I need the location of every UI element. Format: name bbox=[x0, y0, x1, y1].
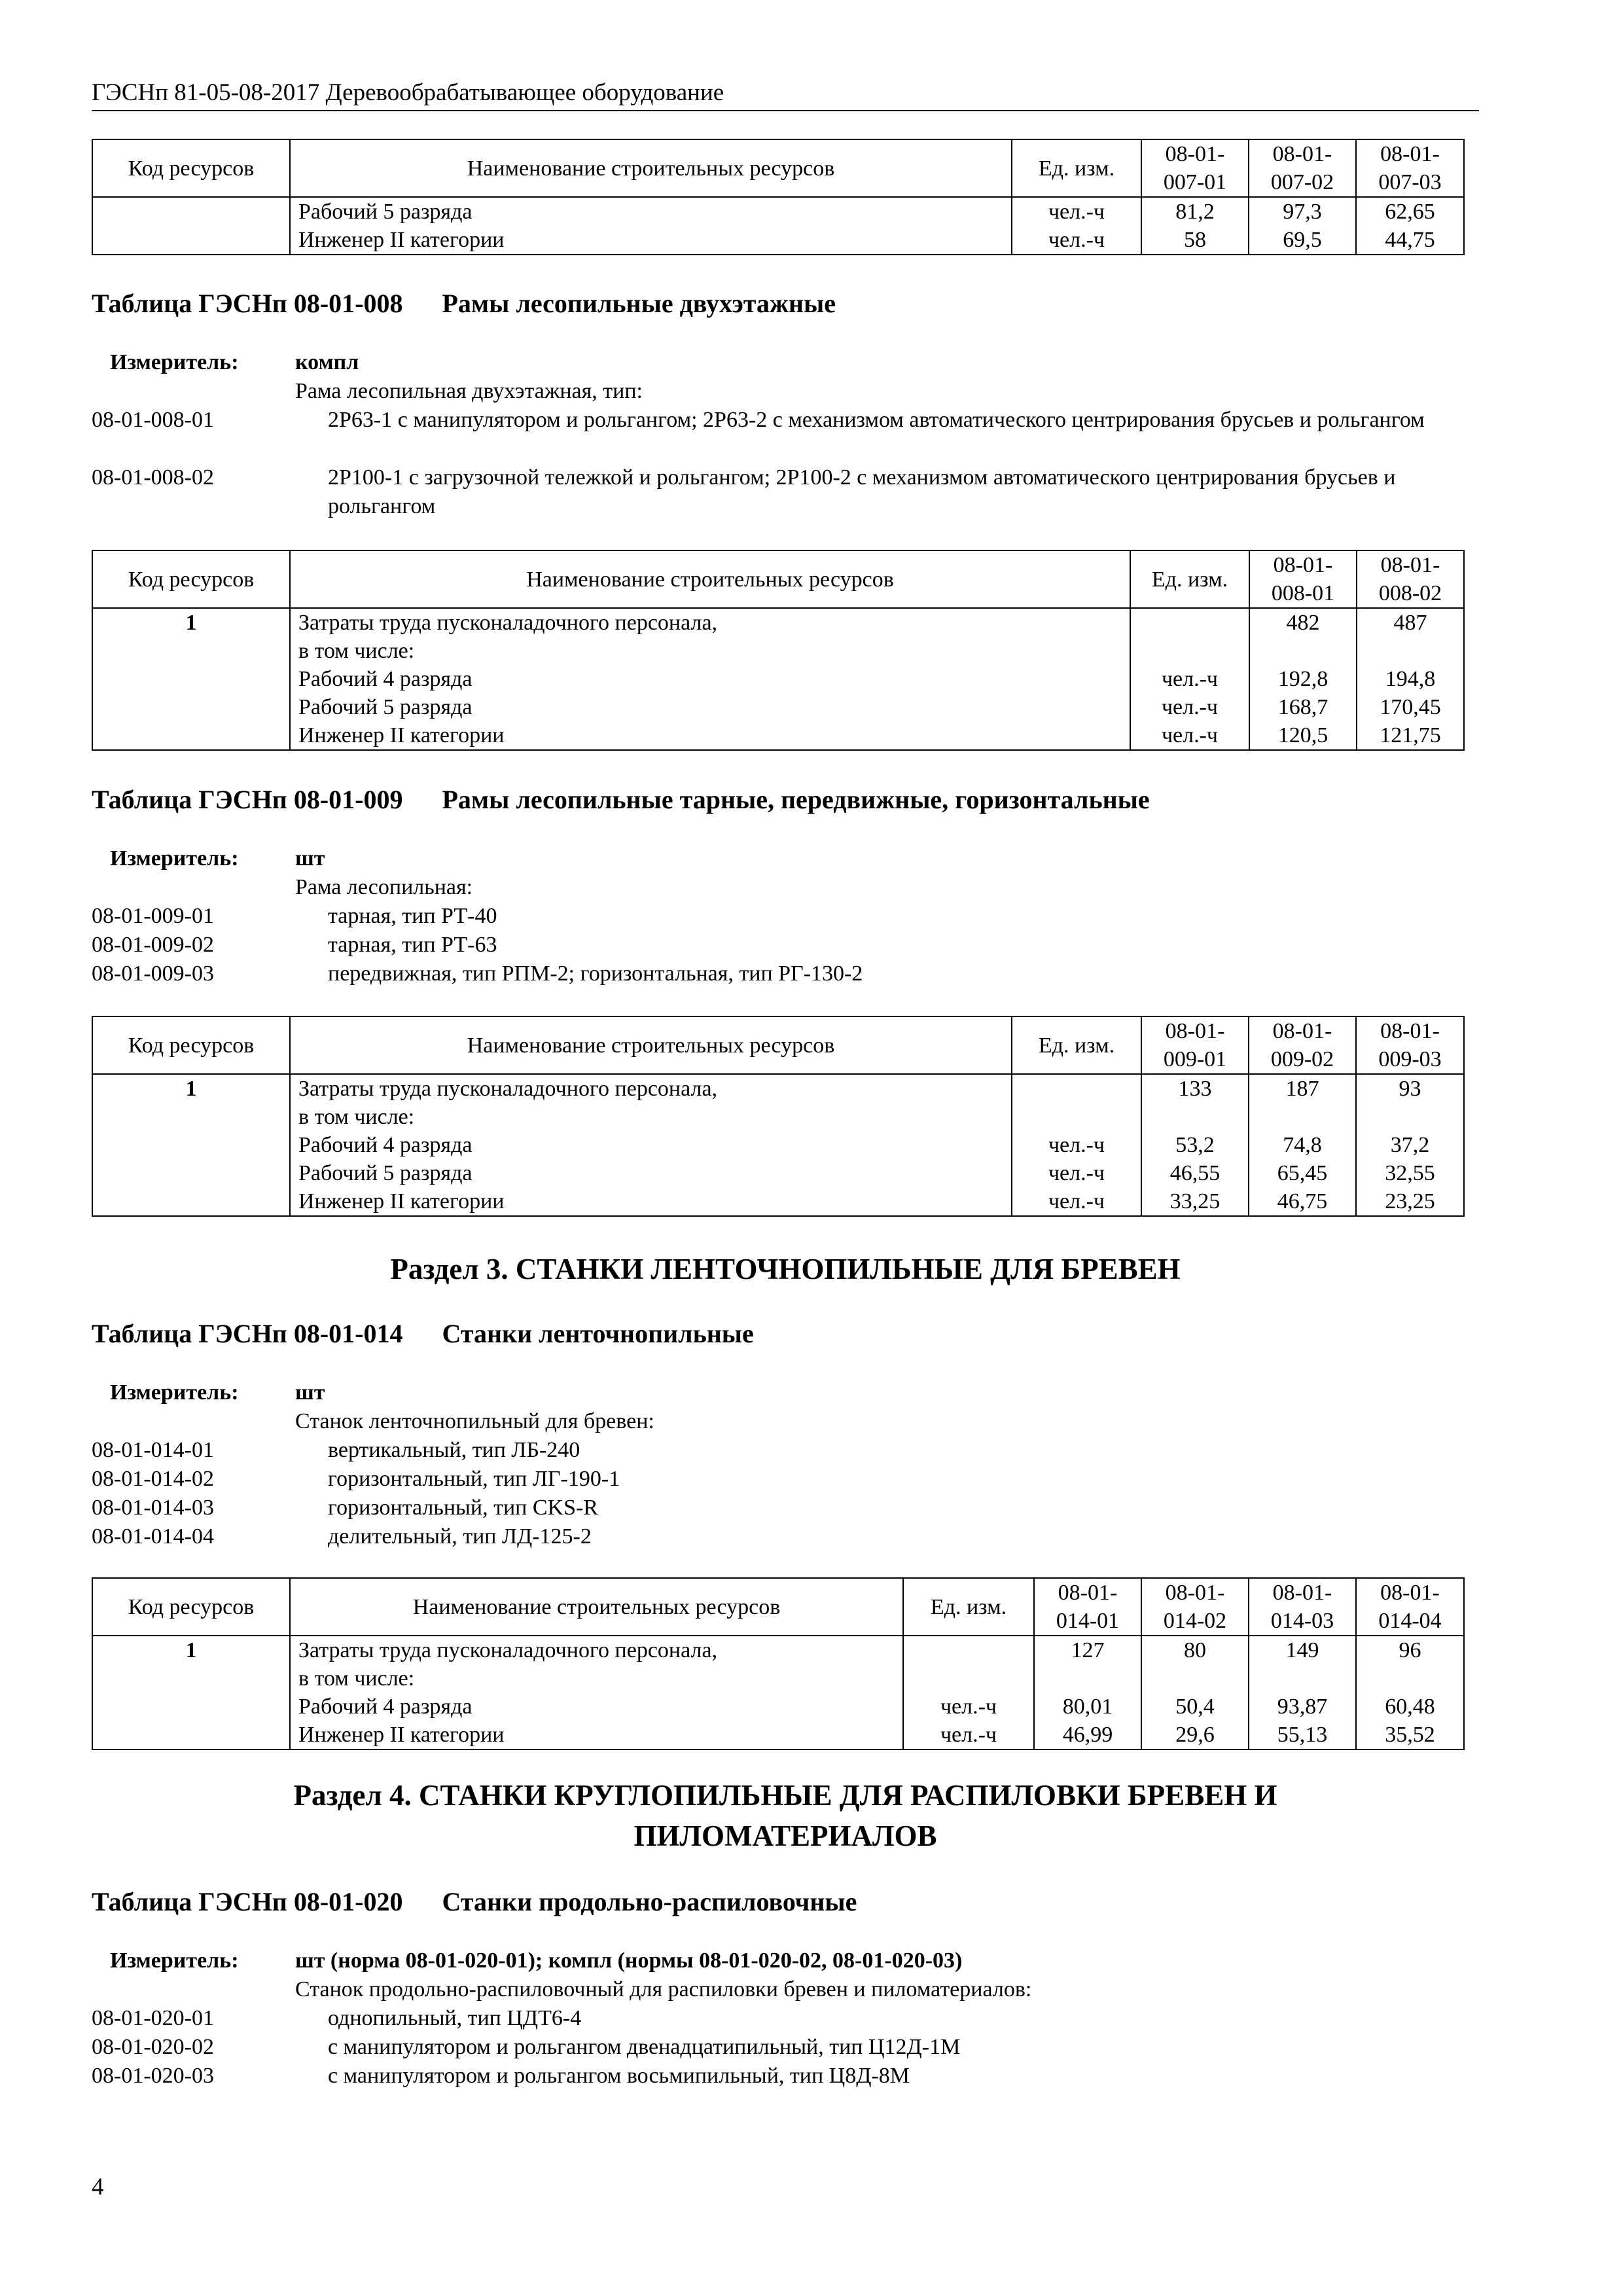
norm-value-cell: 81,2 bbox=[1141, 197, 1249, 226]
text-line: 014-04 bbox=[1378, 1609, 1442, 1633]
table-title-08-01-009 bbox=[92, 783, 1150, 817]
unit-cell bbox=[903, 1664, 1034, 1693]
unit-cell: чел.-ч bbox=[1130, 693, 1249, 721]
resource-code-cell bbox=[92, 1693, 290, 1721]
unit-cell: чел.-ч bbox=[1130, 721, 1249, 750]
table-row bbox=[92, 693, 1464, 721]
table-row bbox=[92, 721, 1464, 750]
norm-description: передвижная, тип РПМ-2; горизонтальная, тип РГ-130-2 bbox=[328, 961, 863, 986]
unit-cell: чел.-ч bbox=[1012, 1131, 1141, 1159]
table-row bbox=[92, 197, 1464, 226]
text-line: 007-01 bbox=[1163, 170, 1227, 194]
text-line: 08-01- bbox=[1272, 1581, 1332, 1605]
table-row bbox=[92, 1693, 1464, 1721]
table-title-08-01-008 bbox=[92, 287, 836, 321]
norm-value-cell: 127 bbox=[1034, 1636, 1141, 1664]
norm-value-cell: 32,55 bbox=[1356, 1159, 1464, 1187]
running-header: ГЭСНп 81-05-08-2017 Деревообрабатывающее оборудование bbox=[92, 77, 1479, 111]
unit-cell bbox=[1012, 1074, 1141, 1103]
norm-value-cell: 46,75 bbox=[1249, 1187, 1356, 1216]
col-header-norm bbox=[1249, 550, 1357, 608]
text-line: Таблица ГЭСНп 08-01-014 bbox=[92, 1319, 403, 1348]
norm-code: 08-01-014-01 bbox=[92, 1438, 214, 1462]
resource-code-cell bbox=[92, 693, 290, 721]
measure-block-08-01-020 bbox=[92, 1946, 1479, 2090]
col-header-norm bbox=[1141, 1578, 1249, 1636]
norm-value-cell: 93,87 bbox=[1249, 1693, 1356, 1721]
section-title-3: Раздел 3. СТАНКИ ЛЕНТОЧНОПИЛЬНЫЕ ДЛЯ БРЕВЕН bbox=[390, 1253, 1181, 1285]
text-line: 08-01- bbox=[1380, 142, 1440, 166]
norm-value-cell: 37,2 bbox=[1356, 1131, 1464, 1159]
measure-intro: Станок продольно-распиловочный для распиловки бревен и пиломатериалов: bbox=[295, 1977, 1032, 2001]
table-08-01-007-continuation bbox=[92, 139, 1465, 255]
text-line: 014-01 bbox=[1056, 1609, 1120, 1633]
table-08-01-008 bbox=[92, 550, 1465, 751]
norm-value-cell: 58 bbox=[1141, 226, 1249, 255]
text-line: Таблица ГЭСНп 08-01-008 bbox=[92, 289, 403, 318]
table-row bbox=[92, 1131, 1464, 1159]
table-08-01-014 bbox=[92, 1577, 1465, 1750]
norm-description: тарная, тип РТ-40 bbox=[328, 904, 497, 928]
resource-name-cell: Инженер II категории bbox=[290, 226, 1012, 255]
text-line: Станки продольно-распиловочные bbox=[442, 1887, 857, 1916]
unit-cell: чел.-ч bbox=[1012, 197, 1141, 226]
col-header-code: Код ресурсов bbox=[92, 139, 290, 197]
unit-cell: чел.-ч bbox=[903, 1721, 1034, 1749]
norm-value-cell: 53,2 bbox=[1141, 1131, 1249, 1159]
resource-name-cell: Рабочий 4 разряда bbox=[290, 1693, 903, 1721]
norm-value-cell: 60,48 bbox=[1356, 1693, 1464, 1721]
text-line: 08-01- bbox=[1165, 1581, 1225, 1605]
col-header-unit: Ед. изм. bbox=[1012, 1016, 1141, 1074]
measure-label: Измеритель: bbox=[110, 846, 239, 870]
resource-name-cell: Инженер II категории bbox=[290, 1721, 903, 1749]
table-row bbox=[92, 1074, 1464, 1103]
text-line: 009-03 bbox=[1378, 1047, 1442, 1071]
norm-value-cell: 97,3 bbox=[1249, 197, 1356, 226]
norm-code: 08-01-020-02 bbox=[92, 2035, 214, 2059]
norm-description: с манипулятором и рольгангом восьмипильный, тип Ц8Д-8М bbox=[328, 2064, 910, 2088]
resource-name-cell: Рабочий 4 разряда bbox=[290, 1131, 1012, 1159]
norm-value-cell: 168,7 bbox=[1249, 693, 1357, 721]
col-header-unit: Ед. изм. bbox=[1130, 550, 1249, 608]
text-line: 08-01- bbox=[1058, 1581, 1118, 1605]
norm-description: горизонтальный, тип CKS-R bbox=[328, 1496, 598, 1520]
resource-name-cell: Затраты труда пусконаладочного персонала, bbox=[290, 608, 1130, 637]
table-row bbox=[92, 608, 1464, 637]
resource-name-cell: в том числе: bbox=[290, 1103, 1012, 1131]
text-line: ПИЛОМАТЕРИАЛОВ bbox=[633, 1820, 937, 1852]
unit-cell: чел.-ч bbox=[1012, 226, 1141, 255]
resource-code-cell bbox=[92, 721, 290, 750]
norm-code: 08-01-014-04 bbox=[92, 1524, 214, 1549]
norm-value-cell: 65,45 bbox=[1249, 1159, 1356, 1187]
table-header-row bbox=[92, 550, 1464, 608]
norm-value-cell bbox=[1141, 1103, 1249, 1131]
norm-description: горизонтальный, тип ЛГ-190-1 bbox=[328, 1467, 620, 1491]
norm-value-cell: 80,01 bbox=[1034, 1693, 1141, 1721]
norm-code: 08-01-020-01 bbox=[92, 2006, 214, 2030]
text-line: 007-03 bbox=[1378, 170, 1442, 194]
table-header-row bbox=[92, 139, 1464, 197]
measure-unit: шт bbox=[295, 846, 325, 870]
resource-name-cell: Затраты труда пусконаладочного персонала, bbox=[290, 1074, 1012, 1103]
norm-value-cell bbox=[1357, 637, 1464, 665]
resource-code-cell bbox=[92, 197, 290, 226]
norm-code: 08-01-009-02 bbox=[92, 933, 214, 957]
unit-cell bbox=[903, 1636, 1034, 1664]
resource-name-cell: Инженер II категории bbox=[290, 721, 1130, 750]
col-header-norm bbox=[1141, 139, 1249, 197]
norm-value-cell: 35,52 bbox=[1356, 1721, 1464, 1749]
norm-value-cell: 74,8 bbox=[1249, 1131, 1356, 1159]
table-08-01-009 bbox=[92, 1016, 1465, 1217]
norm-value-cell bbox=[1249, 637, 1357, 665]
norm-value-cell: 133 bbox=[1141, 1074, 1249, 1103]
norm-value-cell: 50,4 bbox=[1141, 1693, 1249, 1721]
measure-block-08-01-014 bbox=[92, 1378, 1479, 1551]
norm-description: тарная, тип РТ-63 bbox=[328, 933, 497, 957]
resource-code-cell bbox=[92, 226, 290, 255]
resource-code-cell bbox=[92, 1131, 290, 1159]
norm-description: с манипулятором и рольгангом двенадцатипильный, тип Ц12Д-1М bbox=[328, 2035, 961, 2059]
unit-cell: чел.-ч bbox=[1012, 1187, 1141, 1216]
norm-value-cell: 93 bbox=[1356, 1074, 1464, 1103]
table-row bbox=[92, 1103, 1464, 1131]
unit-cell: чел.-ч bbox=[1012, 1159, 1141, 1187]
table-title-08-01-014 bbox=[92, 1317, 754, 1351]
col-header-norm bbox=[1249, 1578, 1356, 1636]
norm-value-cell bbox=[1249, 1664, 1356, 1693]
text-line: Раздел 4. СТАНКИ КРУГЛОПИЛЬНЫЕ ДЛЯ РАСПИЛОВКИ БРЕВЕН И bbox=[293, 1779, 1277, 1812]
page-number: 4 bbox=[92, 2174, 104, 2200]
norm-code: 08-01-014-02 bbox=[92, 1467, 214, 1491]
col-header-norm bbox=[1141, 1016, 1249, 1074]
col-header-norm bbox=[1356, 1016, 1464, 1074]
norm-value-cell bbox=[1141, 1664, 1249, 1693]
text-line: 08-01- bbox=[1273, 553, 1333, 577]
norm-description: вертикальный, тип ЛБ-240 bbox=[328, 1438, 580, 1462]
text-line: Таблица ГЭСНп 08-01-020 bbox=[92, 1887, 403, 1916]
col-header-norm bbox=[1356, 139, 1464, 197]
col-header-name: Наименование строительных ресурсов bbox=[290, 1016, 1012, 1074]
norm-code: 08-01-014-03 bbox=[92, 1496, 214, 1520]
col-header-code: Код ресурсов bbox=[92, 550, 290, 608]
text-line: 08-01- bbox=[1380, 553, 1440, 577]
measure-intro: Станок ленточнопильный для бревен: bbox=[295, 1409, 654, 1433]
measure-label: Измеритель: bbox=[110, 350, 239, 374]
measure-label: Измеритель: bbox=[110, 1380, 239, 1405]
resource-name-cell: Рабочий 4 разряда bbox=[290, 665, 1130, 693]
resource-code-cell bbox=[92, 1664, 290, 1693]
table-row bbox=[92, 226, 1464, 255]
unit-cell bbox=[1130, 608, 1249, 637]
norm-value-cell: 149 bbox=[1249, 1636, 1356, 1664]
text-line: 08-01- bbox=[1272, 1019, 1332, 1043]
norm-value-cell bbox=[1249, 1103, 1356, 1131]
section-title-4 bbox=[92, 1775, 1479, 1856]
unit-cell: чел.-ч bbox=[1130, 665, 1249, 693]
resource-code-cell bbox=[92, 637, 290, 665]
norm-value-cell: 55,13 bbox=[1249, 1721, 1356, 1749]
col-header-norm bbox=[1249, 139, 1356, 197]
unit-cell: чел.-ч bbox=[903, 1693, 1034, 1721]
norm-value-cell: 194,8 bbox=[1357, 665, 1464, 693]
norm-description: 2Р100-1 с загрузочной тележкой и рольгангом; 2Р100-2 с механизмом автоматического центрирования брусьев и рольгангом bbox=[328, 465, 1396, 518]
table-row bbox=[92, 1636, 1464, 1664]
table-row bbox=[92, 1721, 1464, 1749]
resource-code-cell: 1 bbox=[92, 608, 290, 637]
col-header-code: Код ресурсов bbox=[92, 1016, 290, 1074]
col-header-code: Код ресурсов bbox=[92, 1578, 290, 1636]
text-line: Таблица ГЭСНп 08-01-009 bbox=[92, 785, 403, 814]
table-row bbox=[92, 1159, 1464, 1187]
norm-value-cell: 29,6 bbox=[1141, 1721, 1249, 1749]
norm-value-cell bbox=[1356, 1664, 1464, 1693]
resource-name-cell: Рабочий 5 разряда bbox=[290, 693, 1130, 721]
table-row bbox=[92, 665, 1464, 693]
text-line: Рамы лесопильные тарные, передвижные, горизонтальные bbox=[442, 785, 1150, 814]
resource-name-cell: Инженер II категории bbox=[290, 1187, 1012, 1216]
norm-value-cell: 192,8 bbox=[1249, 665, 1357, 693]
unit-cell bbox=[1130, 637, 1249, 665]
col-header-name: Наименование строительных ресурсов bbox=[290, 1578, 903, 1636]
unit-cell bbox=[1012, 1103, 1141, 1131]
resource-name-cell: в том числе: bbox=[290, 637, 1130, 665]
measure-intro: Рама лесопильная двухэтажная, тип: bbox=[295, 379, 643, 403]
norm-value-cell: 23,25 bbox=[1356, 1187, 1464, 1216]
norm-value-cell: 80 bbox=[1141, 1636, 1249, 1664]
resource-code-cell: 1 bbox=[92, 1074, 290, 1103]
col-header-name: Наименование строительных ресурсов bbox=[290, 550, 1130, 608]
text-line: 009-01 bbox=[1163, 1047, 1227, 1071]
norm-value-cell: 46,55 bbox=[1141, 1159, 1249, 1187]
text-line: 007-02 bbox=[1270, 170, 1334, 194]
norm-code: 08-01-009-01 bbox=[92, 904, 214, 928]
measure-label: Измеритель: bbox=[110, 1948, 239, 1973]
col-header-unit: Ед. изм. bbox=[903, 1578, 1034, 1636]
norm-value-cell: 120,5 bbox=[1249, 721, 1357, 750]
measure-unit: шт bbox=[295, 1380, 325, 1405]
table-header-row bbox=[92, 1016, 1464, 1074]
norm-value-cell: 44,75 bbox=[1356, 226, 1464, 255]
text-line: Станки ленточнопильные bbox=[442, 1319, 754, 1348]
text-line: 014-03 bbox=[1270, 1609, 1334, 1633]
table-header-row bbox=[92, 1578, 1464, 1636]
norm-value-cell bbox=[1034, 1664, 1141, 1693]
norm-description: однопильный, тип ЦДТ6-4 bbox=[328, 2006, 582, 2030]
resource-name-cell: в том числе: bbox=[290, 1664, 903, 1693]
measure-unit: шт (норма 08-01-020-01); компл (нормы 08-01-020-02, 08-01-020-03) bbox=[295, 1948, 963, 1973]
norm-code: 08-01-009-03 bbox=[92, 961, 214, 986]
norm-value-cell: 170,45 bbox=[1357, 693, 1464, 721]
resource-name-cell: Затраты труда пусконаладочного персонала, bbox=[290, 1636, 903, 1664]
norm-value-cell: 62,65 bbox=[1356, 197, 1464, 226]
text-line: 08-01- bbox=[1380, 1581, 1440, 1605]
col-header-norm bbox=[1034, 1578, 1141, 1636]
text-line: 08-01- bbox=[1380, 1019, 1440, 1043]
norm-value-cell: 33,25 bbox=[1141, 1187, 1249, 1216]
measure-block-08-01-008 bbox=[92, 348, 1479, 521]
norm-description: делительный, тип ЛД-125-2 bbox=[328, 1524, 592, 1549]
resource-code-cell bbox=[92, 1103, 290, 1131]
col-header-norm bbox=[1249, 1016, 1356, 1074]
norm-value-cell: 69,5 bbox=[1249, 226, 1356, 255]
resource-code-cell bbox=[92, 665, 290, 693]
norm-value-cell: 482 bbox=[1249, 608, 1357, 637]
norm-value-cell: 121,75 bbox=[1357, 721, 1464, 750]
resource-code-cell: 1 bbox=[92, 1636, 290, 1664]
text-line: 008-02 bbox=[1378, 581, 1442, 605]
norm-code: 08-01-020-03 bbox=[92, 2064, 214, 2088]
col-header-norm bbox=[1357, 550, 1464, 608]
col-header-name: Наименование строительных ресурсов bbox=[290, 139, 1012, 197]
text-line: 08-01- bbox=[1165, 142, 1225, 166]
norm-value-cell: 487 bbox=[1357, 608, 1464, 637]
col-header-norm bbox=[1356, 1578, 1464, 1636]
resource-code-cell bbox=[92, 1187, 290, 1216]
measure-intro: Рама лесопильная: bbox=[295, 875, 473, 899]
table-row bbox=[92, 1664, 1464, 1693]
text-line: Рамы лесопильные двухэтажные bbox=[442, 289, 836, 318]
norm-value-cell: 96 bbox=[1356, 1636, 1464, 1664]
table-title-08-01-020 bbox=[92, 1885, 857, 1919]
norm-description: 2Р63-1 с манипулятором и рольгангом; 2Р63-2 с механизмом автоматического центрирования брусьев и рольгангом bbox=[328, 408, 1425, 432]
col-header-unit: Ед. изм. bbox=[1012, 139, 1141, 197]
resource-name-cell: Рабочий 5 разряда bbox=[290, 197, 1012, 226]
text-line: 009-02 bbox=[1270, 1047, 1334, 1071]
norm-value-cell: 46,99 bbox=[1034, 1721, 1141, 1749]
measure-unit: компл bbox=[295, 350, 359, 374]
norm-value-cell bbox=[1356, 1103, 1464, 1131]
norm-value-cell: 187 bbox=[1249, 1074, 1356, 1103]
measure-block-08-01-009 bbox=[92, 844, 1479, 988]
text-line: 08-01- bbox=[1272, 142, 1332, 166]
norm-code: 08-01-008-02 bbox=[92, 465, 214, 490]
resource-code-cell bbox=[92, 1159, 290, 1187]
norm-code: 08-01-008-01 bbox=[92, 408, 214, 432]
resource-code-cell bbox=[92, 1721, 290, 1749]
table-row bbox=[92, 637, 1464, 665]
text-line: 014-02 bbox=[1163, 1609, 1227, 1633]
resource-name-cell: Рабочий 5 разряда bbox=[290, 1159, 1012, 1187]
table-row bbox=[92, 1187, 1464, 1216]
text-line: 08-01- bbox=[1165, 1019, 1225, 1043]
text-line: 008-01 bbox=[1271, 581, 1335, 605]
